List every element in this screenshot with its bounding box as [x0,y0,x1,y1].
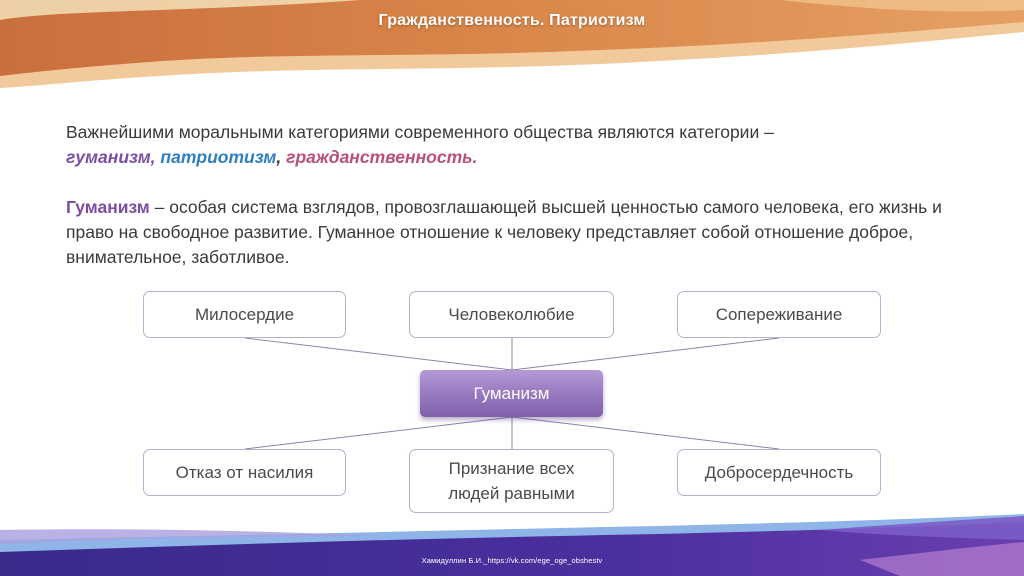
node-empathy: Сопереживание [677,291,881,338]
intro-lead: Важнейшими моральными категориями современного общества являются категории – [66,122,774,142]
node-equality [409,449,614,513]
node-humanism-center: Гуманизм [420,370,603,417]
term-humanism: гуманизм, [66,147,156,167]
connector-bottom-right [512,417,779,449]
connector-top-left [245,338,512,370]
footer-credit: Хамидуллин Б.И._https://vk.com/ege_oge_obshestv [421,556,603,565]
node-philanthropy: Человеколюбие [409,291,614,338]
node-equality-label: Признание всех людей равными [448,459,575,503]
node-kindness: Добросердечность [677,449,881,496]
definition-text: – особая система взглядов, провозглашающей высшей ценностью самого человека, его жизнь и право на свободное развитие. Гуманное отношение к человеку представляет собой отношение доброе, внимательное, заботливое. [66,197,942,267]
term-separator: , [276,147,282,167]
term-citizenship: гражданственность. [286,147,478,167]
connector-top-right [512,338,779,370]
term-patriotism: патриотизм [160,147,277,167]
connector-bottom-left [245,417,512,449]
node-mercy: Милосердие [143,291,346,338]
definition-term: Гуманизм [66,197,150,217]
slide-title: Гражданственность. Патриотизм [378,12,646,29]
node-non-violence: Отказ от насилия [143,449,346,496]
